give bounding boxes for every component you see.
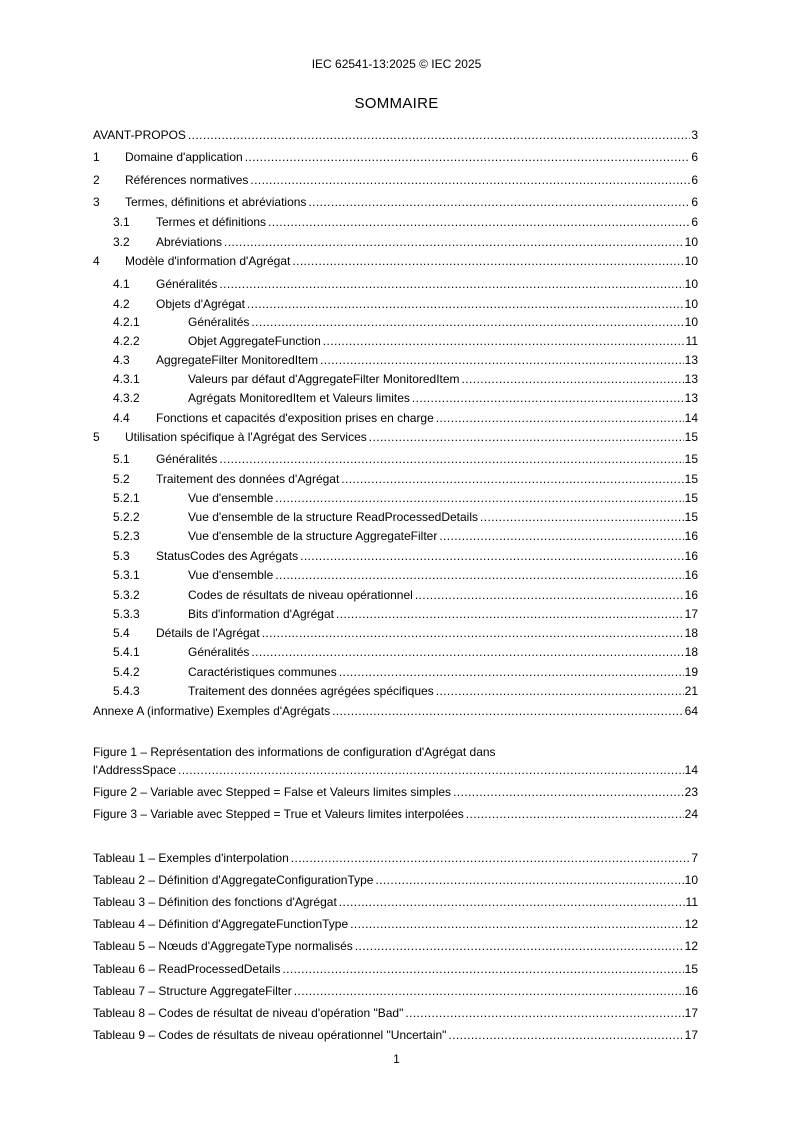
toc-entry[interactable] (93, 315, 698, 329)
toc-entry-page: 16 (684, 549, 698, 563)
toc-entry-page: 18 (684, 645, 698, 659)
figure-entry-title: Figure 3 – Variable avec Stepped = True et Valeurs limites interpolées (93, 807, 464, 821)
toc-entry-page: 64 (684, 704, 698, 718)
toc-entry-title: Utilisation spécifique à l'Agrégat des Services (125, 430, 367, 444)
leader-dots (275, 568, 683, 582)
toc-entry-title: Agrégats MonitoredItem et Valeurs limites (188, 391, 410, 405)
toc-entry-title: StatusCodes des Agrégats (156, 549, 299, 563)
toc-entry[interactable] (93, 353, 698, 367)
toc-entry-title: Codes de résultats de niveau opérationnel (188, 588, 413, 602)
table-entry[interactable] (93, 939, 698, 953)
leader-dots (268, 215, 690, 229)
toc-entry-page: 6 (691, 215, 698, 229)
toc-entry-number: 5.3.1 (113, 568, 140, 582)
table-entry-title: Tableau 4 – Définition d'AggregateFunctionType (93, 917, 349, 931)
toc-entry-title: Objets d'Agrégat (156, 297, 246, 311)
toc-entry[interactable] (93, 704, 698, 718)
toc-entry[interactable] (93, 588, 698, 602)
toc-entry[interactable] (93, 254, 698, 268)
toc-entry-number: 5.3.2 (113, 588, 140, 602)
figure-entry[interactable] (93, 763, 698, 777)
toc-entry[interactable] (93, 430, 698, 444)
leader-dots (178, 763, 684, 777)
leader-dots (282, 962, 683, 976)
toc-entry-page: 15 (684, 491, 698, 505)
toc-entry-number: 3.2 (113, 235, 130, 249)
toc-entry-title: Vue d'ensemble de la structure AggregateFilter (188, 529, 438, 543)
toc-entry-title: Généralités (188, 645, 250, 659)
toc-entry-title: AggregateFilter MonitoredItem (156, 353, 319, 367)
toc-entry[interactable] (93, 665, 698, 679)
toc-entry-page: 19 (684, 665, 698, 679)
table-entry[interactable] (93, 917, 698, 931)
toc-entry-page: 6 (691, 173, 698, 187)
table-entry-title: Tableau 7 – Structure AggregateFilter (93, 984, 292, 998)
toc-entry-number: 5.4.2 (113, 665, 140, 679)
toc-entry-page: 3 (691, 128, 698, 142)
toc-entry-title: Abréviations (156, 235, 223, 249)
toc-entry[interactable] (93, 510, 698, 524)
toc-entry-page: 10 (684, 277, 698, 291)
toc-entry-title: Fonctions et capacités d'exposition prises en charge (156, 411, 434, 425)
table-entry-page: 12 (684, 917, 698, 931)
toc-entry-number: 3 (93, 195, 100, 209)
toc-entry[interactable] (93, 334, 698, 348)
toc-entry-page: 16 (684, 529, 698, 543)
leader-dots (355, 939, 684, 953)
leader-dots (219, 277, 683, 291)
toc-entry-number: 4.3.2 (113, 391, 140, 405)
leader-dots (224, 235, 684, 249)
table-entry[interactable] (93, 851, 698, 865)
leader-dots (188, 128, 690, 142)
toc-entry-page: 13 (684, 372, 698, 386)
table-entry[interactable] (93, 873, 698, 887)
toc-entry-title: Termes et définitions (156, 215, 267, 229)
toc-entry-title: AVANT-PROPOS (93, 128, 186, 142)
leader-dots (262, 626, 684, 640)
toc-entry-page: 10 (684, 315, 698, 329)
leader-dots (294, 984, 684, 998)
toc-entry-number: 5.3.3 (113, 607, 140, 621)
toc-entry[interactable] (93, 626, 698, 640)
toc-entry-page: 13 (684, 353, 698, 367)
toc-entry-number: 4.2.2 (113, 334, 140, 348)
page-number: 1 (393, 1052, 400, 1066)
toc-entry-number: 5.4 (113, 626, 130, 640)
toc-entry-number: 5.2.3 (113, 529, 140, 543)
leader-dots (453, 785, 684, 799)
leader-dots (339, 895, 685, 909)
table-entry-title: Tableau 6 – ReadProcessedDetails (93, 962, 281, 976)
table-entry-page: 15 (684, 962, 698, 976)
leader-dots (292, 254, 683, 268)
toc-entry-page: 6 (691, 150, 698, 164)
leader-dots (436, 411, 684, 425)
table-entry-page: 16 (684, 984, 698, 998)
toc-entry[interactable] (93, 297, 698, 311)
toc-entry-number: 4.4 (113, 411, 130, 425)
toc-entry[interactable] (93, 645, 698, 659)
table-entry-title: Tableau 9 – Codes de résultats de niveau opérationnel "Uncertain" (93, 1028, 447, 1042)
toc-entry-number: 4.1 (113, 277, 130, 291)
leader-dots (275, 491, 683, 505)
leader-dots (300, 549, 684, 563)
table-entry[interactable] (93, 984, 698, 998)
leader-dots (350, 917, 684, 931)
toc-entry[interactable] (93, 150, 698, 164)
toc-entry[interactable] (93, 173, 698, 187)
toc-entry-number: 4.2 (113, 297, 130, 311)
table-entry-page: 10 (684, 873, 698, 887)
table-entry-page: 7 (691, 851, 698, 865)
leader-dots (466, 807, 684, 821)
toc-entry[interactable] (93, 128, 698, 142)
table-entry-page: 17 (684, 1028, 698, 1042)
leader-dots (339, 665, 684, 679)
leader-dots (332, 704, 684, 718)
toc-entry-title: Objet AggregateFunction (188, 334, 321, 348)
leader-dots (219, 452, 683, 466)
leader-dots (462, 372, 684, 386)
leader-dots (323, 334, 685, 348)
toc-entry-page: 10 (684, 297, 698, 311)
toc-entry-title: Détails de l'Agrégat (156, 626, 260, 640)
toc-entry[interactable] (93, 607, 698, 621)
toc-entry-title: Références normatives (125, 173, 249, 187)
leader-dots (341, 472, 683, 486)
table-entry-page: 11 (685, 895, 698, 909)
toc-entry[interactable] (93, 452, 698, 466)
toc-entry-title: Traitement des données d'Agrégat (156, 472, 340, 486)
figure-entry-line[interactable]: Figure 1 – Représentation des informations de configuration d'Agrégat dans (93, 745, 496, 759)
toc-entry-page: 17 (684, 607, 698, 621)
table-entry-page: 12 (684, 939, 698, 953)
toc-entry-title: Traitement des données agrégées spécifiques (188, 684, 434, 698)
toc-entry[interactable] (93, 235, 698, 249)
toc-entry-number: 5.3 (113, 549, 130, 563)
leader-dots (412, 391, 684, 405)
table-entry-title: Tableau 1 – Exemples d'interpolation (93, 851, 289, 865)
toc-entry[interactable] (93, 491, 698, 505)
toc-entry-page: 10 (684, 254, 698, 268)
toc-entry[interactable] (93, 277, 698, 291)
leader-dots (308, 195, 690, 209)
leader-dots (250, 173, 690, 187)
leader-dots (251, 645, 683, 659)
leader-dots (251, 315, 683, 329)
toc-entry[interactable] (93, 529, 698, 543)
table-entry-page: 17 (684, 1006, 698, 1020)
toc-entry-title: Généralités (188, 315, 250, 329)
figure-entry[interactable] (93, 807, 698, 821)
leader-dots (369, 430, 684, 444)
toc-entry-number: 1 (93, 150, 100, 164)
toc-entry-number: 5.2 (113, 472, 130, 486)
toc-entry-page: 18 (684, 626, 698, 640)
toc-entry-number: 5 (93, 430, 100, 444)
leader-dots (291, 851, 691, 865)
toc-entry-title: Valeurs par défaut d'AggregateFilter MonitoredItem (188, 372, 460, 386)
toc-entry-page: 16 (684, 588, 698, 602)
table-entry-title: Tableau 3 – Définition des fonctions d'Agrégat (93, 895, 337, 909)
toc-entry-page: 10 (684, 235, 698, 249)
figure-entry[interactable] (93, 785, 698, 799)
toc-entry-number: 5.4.1 (113, 645, 140, 659)
toc-entry-title: Caractéristiques communes (188, 665, 337, 679)
leader-dots (405, 1006, 683, 1020)
toc-entry-page: 11 (685, 334, 698, 348)
toc-entry[interactable] (93, 195, 698, 209)
toc-entry-page: 21 (684, 684, 698, 698)
table-entry[interactable] (93, 1006, 698, 1020)
table-entry[interactable] (93, 1028, 698, 1042)
toc-entry-page: 16 (684, 568, 698, 582)
toc-entry-title: Vue d'ensemble (188, 491, 274, 505)
figure-entry-title: l'AddressSpace (93, 763, 177, 777)
toc-entry-title: Vue d'ensemble (188, 568, 274, 582)
leader-dots (436, 684, 684, 698)
toc-entry[interactable] (93, 684, 698, 698)
toc-entry-title: Domaine d'application (125, 150, 243, 164)
toc-entry-number: 2 (93, 173, 100, 187)
table-entry-title: Tableau 5 – Nœuds d'AggregateType normalisés (93, 939, 353, 953)
toc-entry-title: Bits d'information d'Agrégat (188, 607, 334, 621)
toc-entry-number: 5.2.2 (113, 510, 140, 524)
page-title: SOMMAIRE (354, 95, 439, 112)
table-entry[interactable] (93, 962, 698, 976)
page-header: IEC 62541-13:2025 © IEC 2025 (311, 57, 482, 71)
toc-entry[interactable] (93, 549, 698, 563)
table-entry-title: Tableau 2 – Définition d'AggregateConfigurationType (93, 873, 374, 887)
leader-dots (480, 510, 684, 524)
leader-dots (415, 588, 684, 602)
toc-entry-number: 5.1 (113, 452, 130, 466)
toc-entry-title: Termes, définitions et abréviations (125, 195, 307, 209)
figure-entry-page: 24 (684, 807, 698, 821)
toc-entry[interactable] (93, 568, 698, 582)
toc-entry-number: 4.3.1 (113, 372, 140, 386)
leader-dots (245, 150, 691, 164)
toc-entry-number: 3.1 (113, 215, 130, 229)
toc-entry-title: Vue d'ensemble de la structure ReadProcessedDetails (188, 510, 479, 524)
toc-entry[interactable] (93, 472, 698, 486)
toc-entry[interactable] (93, 215, 698, 229)
toc-entry-page: 15 (684, 430, 698, 444)
toc-entry-number: 5.4.3 (113, 684, 140, 698)
leader-dots (448, 1028, 683, 1042)
toc-entry-number: 4.3 (113, 353, 130, 367)
toc-entry-page: 15 (684, 472, 698, 486)
leader-dots (320, 353, 684, 367)
toc-entry-page: 15 (684, 452, 698, 466)
toc-entry-title: Annexe A (informative) Exemples d'Agrégats (93, 704, 331, 718)
toc-entry[interactable] (93, 411, 698, 425)
leader-dots (336, 607, 684, 621)
toc-entry-page: 14 (684, 411, 698, 425)
toc-entry-number: 4 (93, 254, 100, 268)
leader-dots (439, 529, 683, 543)
leader-dots (247, 297, 684, 311)
toc-entry-number: 4.2.1 (113, 315, 140, 329)
table-entry[interactable] (93, 895, 698, 909)
figure-entry-page: 14 (684, 763, 698, 777)
toc-entry-page: 13 (684, 391, 698, 405)
table-entry-title: Tableau 8 – Codes de résultat de niveau d'opération "Bad" (93, 1006, 404, 1020)
toc-entry-page: 15 (684, 510, 698, 524)
figure-entry-title: Figure 2 – Variable avec Stepped = False et Valeurs limites simples (93, 785, 452, 799)
toc-entry[interactable] (93, 391, 698, 405)
toc-entry-page: 6 (691, 195, 698, 209)
toc-entry-title: Généralités (156, 452, 218, 466)
toc-entry-title: Généralités (156, 277, 218, 291)
figure-entry-page: 23 (684, 785, 698, 799)
toc-entry-number: 5.2.1 (113, 491, 140, 505)
toc-entry-title: Modèle d'information d'Agrégat (125, 254, 291, 268)
leader-dots (375, 873, 683, 887)
toc-entry[interactable] (93, 372, 698, 386)
